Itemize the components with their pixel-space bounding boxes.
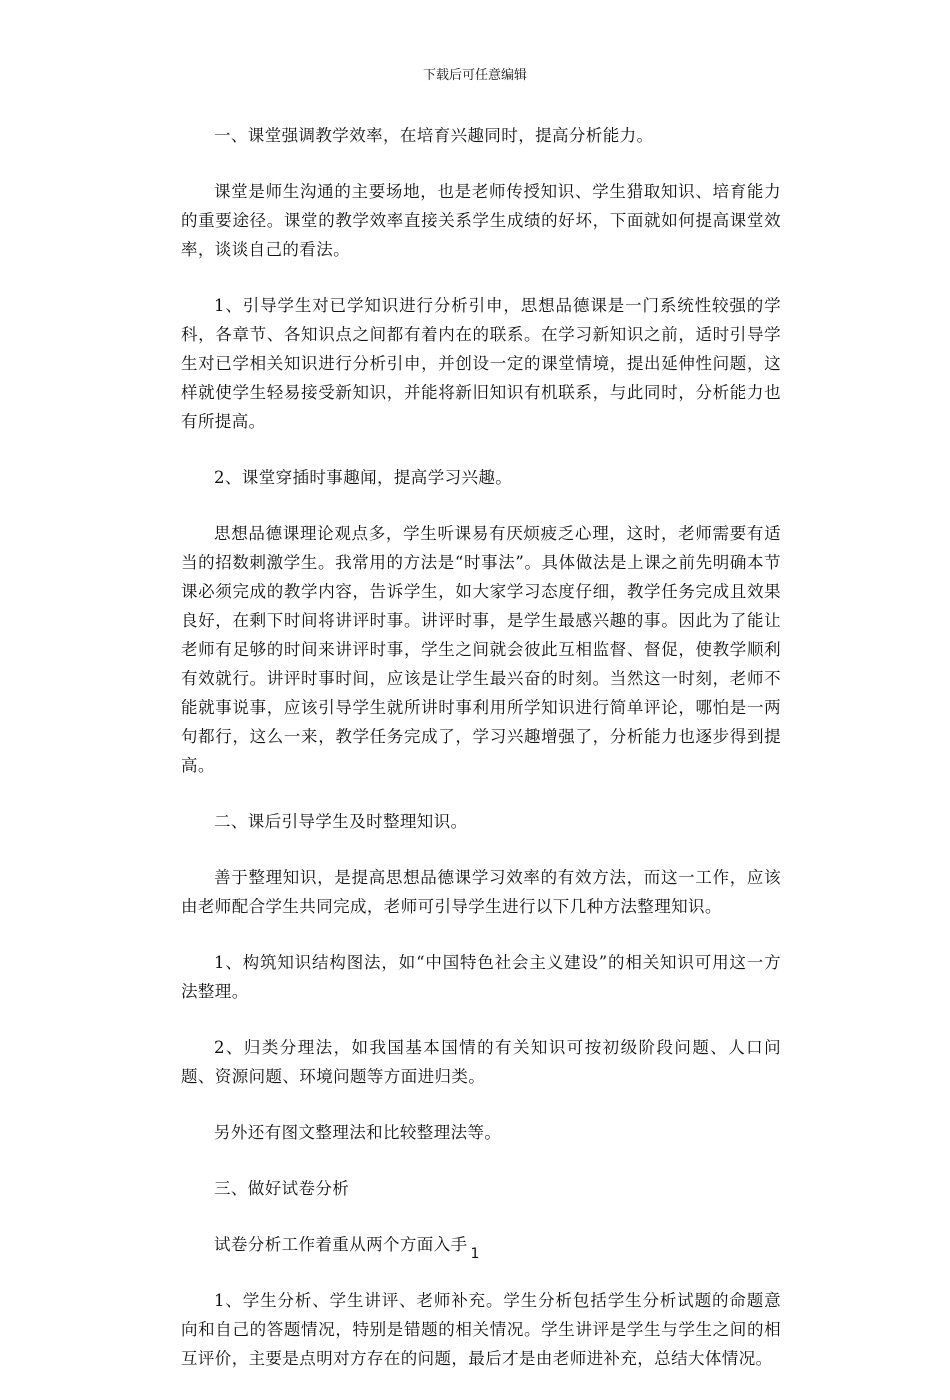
page-header: 下载后可任意编辑 xyxy=(422,68,527,83)
document-body xyxy=(181,121,781,1400)
body-paragraph: 1、构筑知识结构图法，如“中国特色社会主义建设”的相关知识可用这一方法整理。 xyxy=(181,953,781,1001)
body-paragraph: 试卷分析工作着重从两个方面入手 xyxy=(214,1235,468,1254)
body-paragraph: 2、归类分理法，如我国基本国情的有关知识可按初级阶段问题、人口问题、资源问题、环境问题等方面进归类。 xyxy=(181,1038,781,1086)
body-paragraph: 另外还有图文整理法和比较整理法等。 xyxy=(214,1123,502,1142)
section-heading-1: 一、课堂强调教学效率，在培育兴趣同时，提高分析能力。 xyxy=(214,126,654,145)
body-paragraph: 1、学生分析、学生讲评、老师补充。学生分析包括学生分析试题的命题意向和自己的答题情况，特别是错题的相关情况。学生讲评是学生与学生之间的相互评价，主要是点明对方存在的问题，最后才是由老师进补充，总结大体情况。 xyxy=(181,1291,781,1368)
sub-heading: 2、课堂穿插时事趣闻，提高学习兴趣。 xyxy=(214,468,513,487)
section-heading-2: 二、课后引导学生及时整理知识。 xyxy=(214,812,468,831)
body-paragraph: 思想品德课理论观点多，学生听课易有厌烦疲乏心理，这时，老师需要有适当的招数刺激学生。我常用的方法是“时事法”。具体做法是上课之前先明确本节课必须完成的教学内容，告诉学生，如大家学习态度仔细，教学任务完成且效果良好，在剩下时间将讲评时事。讲评时事，是学生最感兴趣的事。因此为了能让老师有足够的时间来讲评时事，学生之间就会彼此互相监督、督促，使教学顺利有效就行。讲评时事时间，应该是让学生最兴奋的时刻。当然这一时刻，老师不能就事说事，应该引导学生就所讲时事利用所学知识进行简单评论，哪怕是一两句都行，这么一来，教学任务完成了，学习兴趣增强了，分析能力也逐步得到提高。 xyxy=(181,524,781,775)
body-paragraph: 善于整理知识，是提高思想品德课学习效率的有效方法，而这一工作，应该由老师配合学生共同完成，老师可引导学生进行以下几种方法整理知识。 xyxy=(181,868,781,916)
body-paragraph: 1、引导学生对已学知识进行分析引申，思想品德课是一门系统性较强的学科，各章节、各知识点之间都有着内在的联系。在学习新知识之前，适时引导学生对已学相关知识进行分析引申，并创设一定的课堂情境，提出延伸性问题，这样就使学生轻易接受新知识，并能将新旧知识有机联系，与此同时，分析能力也有所提高。 xyxy=(181,296,781,431)
body-paragraph: 课堂是师生沟通的主要场地，也是老师传授知识、学生猎取知识、培育能力的重要途径。课堂的教学效率直接关系学生成绩的好坏，下面就如何提高课堂效率，谈谈自己的看法。 xyxy=(181,182,781,259)
page-number: 1 xyxy=(470,1246,480,1262)
section-heading-3: 三、做好试卷分析 xyxy=(214,1179,350,1198)
